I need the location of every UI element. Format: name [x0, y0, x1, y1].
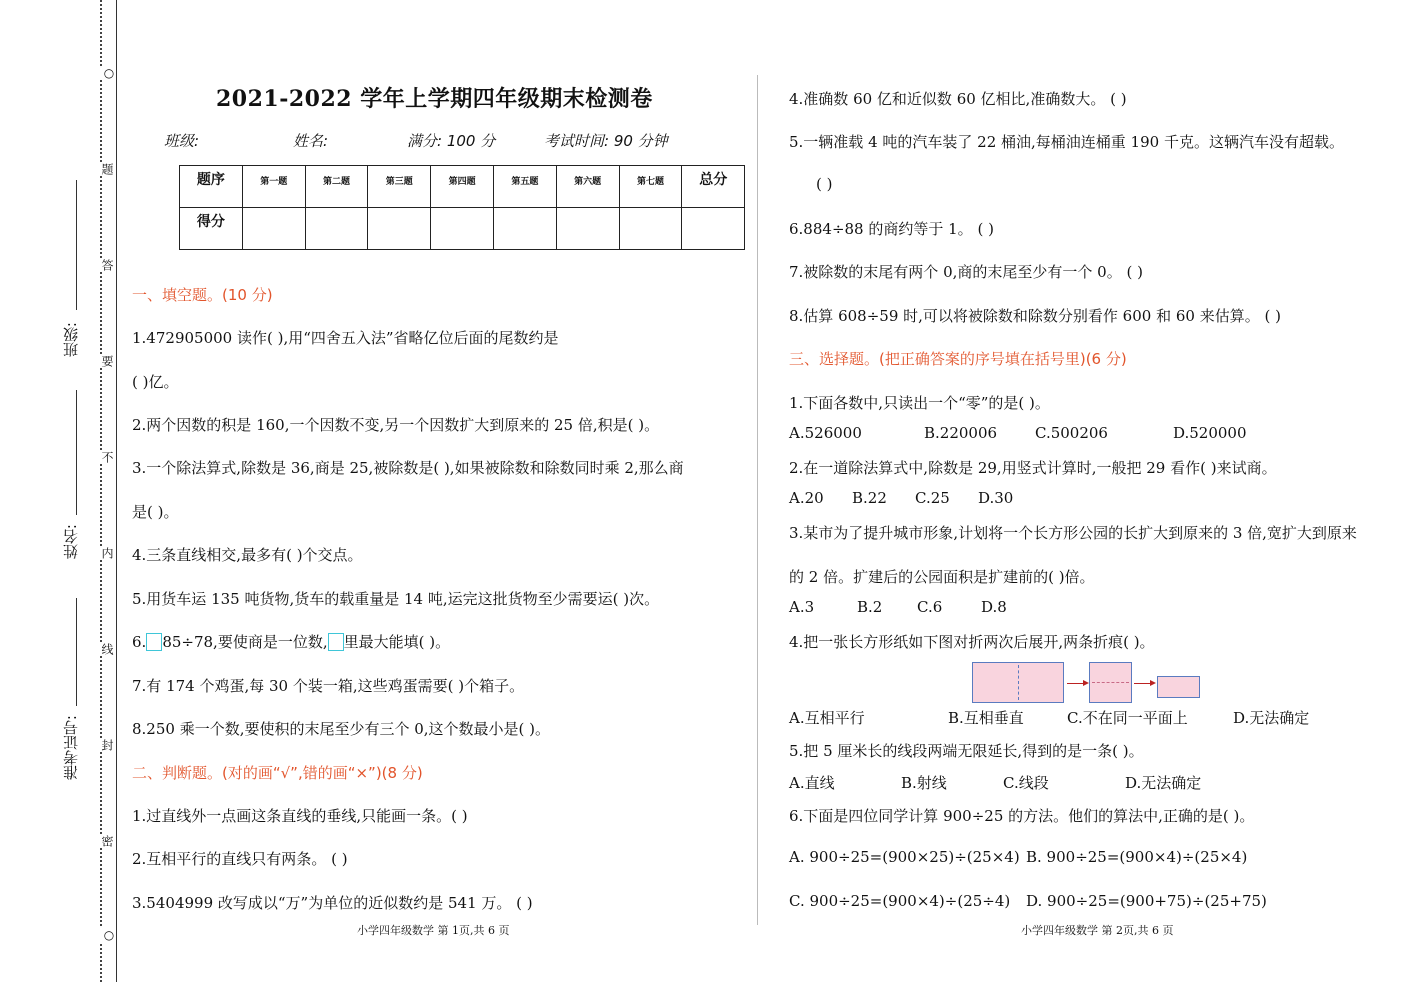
question-text: 1.过直线外一点画这条直线的垂线,只能画一条。( ) [132, 807, 468, 825]
question-text: 5.一辆准载 4 吨的汽车装了 22 桶油,每桶油连桶重 190 千克。这辆汽车没有超载。 [789, 133, 1344, 151]
option[interactable]: D.无法确定 [1233, 709, 1310, 727]
binding-glyph: 封 [100, 739, 114, 751]
page-footer: 小学四年级数学 第 2页,共 6 页 [1021, 924, 1174, 937]
blank-box[interactable] [328, 633, 344, 651]
option[interactable]: C.500206 [1035, 424, 1108, 442]
fold-crease [1092, 682, 1129, 683]
question-text: ( )亿。 [132, 373, 179, 391]
score-input-cell[interactable] [556, 208, 619, 250]
fold-crease [1018, 665, 1019, 700]
question-text: 1.472905000 读作( ),用“四舍五入法”省略亿位后面的尾数约是 [132, 329, 559, 347]
binding-glyph: 答 [100, 259, 114, 271]
question-text: 2.在一道除法算式中,除数是 29,用竖式计算时,一般把 29 看作( )来试商。 [789, 459, 1277, 477]
side-exam-number-label: 准考证号: [62, 715, 80, 781]
question-text: 4.准确数 60 亿和近似数 60 亿相比,准确数大。 ( ) [789, 90, 1127, 108]
question-text: 7.被除数的末尾有两个 0,商的末尾至少有一个 0。 ( ) [789, 263, 1143, 281]
option[interactable]: C.25 [915, 489, 950, 507]
blank-box[interactable] [146, 633, 162, 651]
question-text: 5.把 5 厘米长的线段两端无限延长,得到的是一条( )。 [789, 742, 1144, 760]
question-text: 3.5404999 改写成以“万”为单位的近似数约是 541 万。 ( ) [132, 894, 533, 912]
question-text: 6.884÷88 的商约等于 1。 ( ) [789, 220, 994, 238]
table-cell: 第七题 [619, 166, 682, 208]
option[interactable]: B.220006 [924, 424, 998, 442]
score-input-cell[interactable] [305, 208, 368, 250]
binding-glyph: 线 [100, 643, 114, 655]
option[interactable]: C.线段 [1003, 774, 1049, 792]
option[interactable]: C. 900÷25=(900×4)÷(25÷4) [789, 892, 1011, 910]
question-text: 2.两个因数的积是 160,一个因数不变,另一个因数扩大到原来的 25 倍,积是( )。 [132, 416, 660, 434]
column-divider [757, 75, 758, 925]
table-cell: 第四题 [431, 166, 494, 208]
table-row [180, 166, 745, 208]
exam-time: 考试时间: 90 分钟 [544, 132, 668, 150]
binding-glyph: 不 [100, 451, 114, 463]
score-input-cell[interactable] [368, 208, 431, 250]
side-class-rule [76, 180, 77, 310]
option[interactable]: D. 900÷25=(900+75)÷(25+75) [1026, 892, 1267, 910]
side-name-rule [76, 390, 77, 515]
question-text: 85÷78,要使商是一位数, [162, 633, 328, 651]
name-label: 姓名: [293, 132, 329, 150]
side-name-label: 姓名: [62, 524, 80, 560]
score-input-cell[interactable] [242, 208, 305, 250]
score-input-cell[interactable] [682, 208, 745, 250]
table-row [180, 208, 745, 250]
question-text: 1.下面各数中,只读出一个“零”的是( )。 [789, 394, 1050, 412]
table-cell: 第三题 [368, 166, 431, 208]
question-text: 是( )。 [132, 503, 179, 521]
paper-folded-once [1089, 662, 1132, 703]
binding-glyph: 密 [100, 835, 114, 847]
question-text: 8.估算 608÷59 时,可以将被除数和除数分别看作 600 和 60 来估算。 ( ) [789, 307, 1281, 325]
score-input-cell[interactable] [619, 208, 682, 250]
class-label: 班级: [164, 132, 200, 150]
paper-folded-twice [1157, 676, 1200, 698]
question-text: 6. [132, 633, 147, 651]
binding-glyph: ○ [102, 66, 116, 80]
table-cell: 第二题 [305, 166, 368, 208]
question-text: 7.有 174 个鸡蛋,每 30 个装一箱,这些鸡蛋需要( )个箱子。 [132, 677, 525, 695]
section-fill-in: 一、填空题。(10 分) [132, 286, 273, 304]
score-input-cell[interactable] [493, 208, 556, 250]
question-text: 4.三条直线相交,最多有( )个交点。 [132, 546, 363, 564]
question-text: 8.250 乘一个数,要使积的末尾至少有三个 0,这个数最小是( )。 [132, 720, 551, 738]
table-cell: 第五题 [493, 166, 556, 208]
option[interactable]: B. 900÷25=(900×4)÷(25×4) [1026, 848, 1248, 866]
binding-glyph: 内 [100, 547, 114, 559]
page-title: 2021-2022 学年上学期四年级期末检测卷 [216, 86, 653, 112]
arrow-icon [1134, 683, 1154, 684]
option[interactable]: B.22 [852, 489, 887, 507]
question-text: 3.一个除法算式,除数是 36,商是 25,被除数是( ),如果被除数和除数同时乘 2,那么商 [132, 459, 684, 477]
option[interactable]: C.不在同一平面上 [1067, 709, 1188, 727]
option[interactable]: D.8 [981, 598, 1007, 616]
option[interactable]: C.6 [917, 598, 943, 616]
table-cell: 总分 [682, 166, 745, 208]
option[interactable]: B.射线 [901, 774, 947, 792]
binding-glyph: 题 [100, 163, 114, 175]
question-text: 6.下面是四位同学计算 900÷25 的方法。他们的算法中,正确的是( )。 [789, 807, 1255, 825]
side-class-label: 班级: [62, 322, 80, 358]
score-table [179, 165, 745, 250]
table-cell: 第六题 [556, 166, 619, 208]
paper-unfolded [972, 662, 1064, 703]
question-text: 里最大能填( )。 [343, 633, 451, 651]
option[interactable]: A.20 [789, 489, 824, 507]
question-6 [132, 631, 450, 652]
page-footer: 小学四年级数学 第 1页,共 6 页 [357, 924, 510, 937]
question-text: 2.互相平行的直线只有两条。 ( ) [132, 850, 348, 868]
option[interactable]: A.526000 [789, 424, 862, 442]
binding-glyph: 要 [100, 355, 114, 367]
option[interactable]: D.无法确定 [1125, 774, 1202, 792]
section-multiple-choice: 三、选择题。(把正确答案的序号填在括号里)(6 分) [789, 350, 1127, 368]
option[interactable]: B.互相垂直 [948, 709, 1024, 727]
question-text: 5.用货车运 135 吨货物,货车的载重量是 14 吨,运完这批货物至少需要运( )次。 [132, 590, 660, 608]
table-cell: 题序 [180, 166, 243, 208]
option[interactable]: D.30 [978, 489, 1014, 507]
option[interactable]: A.直线 [789, 774, 835, 792]
side-exam-number-rule [76, 598, 77, 706]
option[interactable]: A.3 [789, 598, 815, 616]
full-score: 满分: 100 分 [407, 132, 496, 150]
option[interactable]: A. 900÷25=(900×25)÷(25×4) [789, 848, 1020, 866]
option[interactable]: B.2 [857, 598, 883, 616]
question-text: 4.把一张长方形纸如下图对折两次后展开,两条折痕( )。 [789, 633, 1155, 651]
question-text: 的 2 倍。扩建后的公园面积是扩建前的( )倍。 [789, 568, 1095, 586]
binding-glyph: ○ [102, 928, 116, 942]
option[interactable]: A.互相平行 [789, 709, 865, 727]
table-cell: 得分 [180, 208, 243, 250]
binding-solid-line [116, 0, 117, 982]
arrow-icon [1067, 683, 1087, 684]
question-text: ( ) [816, 175, 833, 193]
option[interactable]: D.520000 [1173, 424, 1247, 442]
score-input-cell[interactable] [431, 208, 494, 250]
question-text: 3.某市为了提升城市形象,计划将一个长方形公园的长扩大到原来的 3 倍,宽扩大到原来 [789, 524, 1357, 542]
section-true-false: 二、判断题。(对的画“√”,错的画“×”)(8 分) [132, 764, 423, 782]
table-cell: 第一题 [242, 166, 305, 208]
